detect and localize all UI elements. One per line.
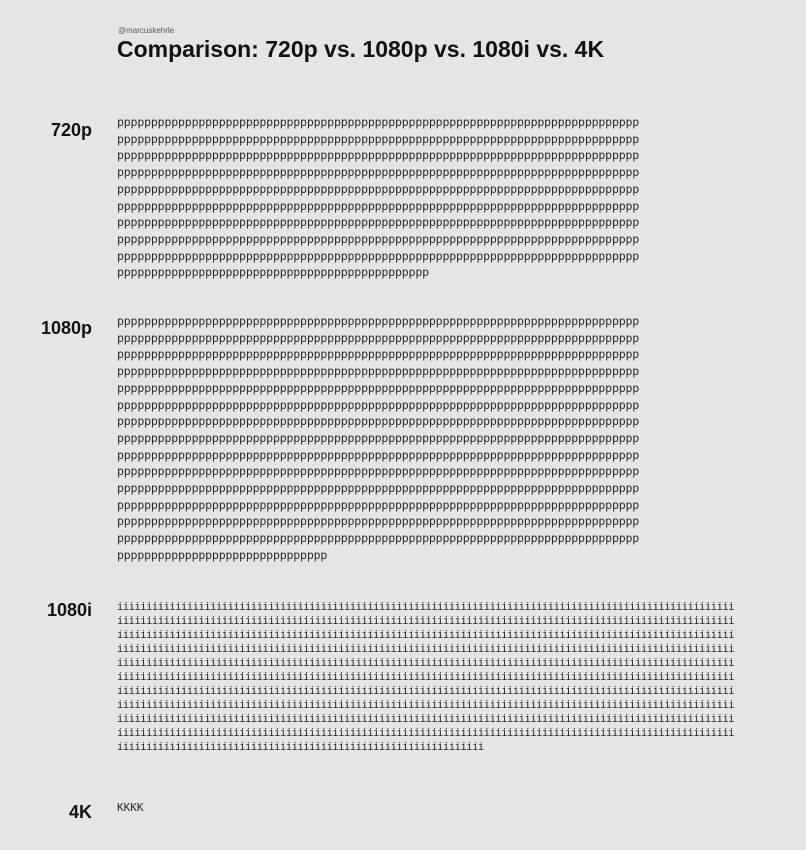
section-label-720p: 720p xyxy=(50,120,92,140)
glyph-block-720p: ppppppppppppppppppppppppppppppppppppppppppppppppppppppppppppppppppppppppppppp ppppppppppppppppppppppppppppppppppppppppppppppppppppppppppppppppppppppppppppp ppppppppppppppppppppppppppppppppppppppppppppppppppppppppppppppppppppppppppppp ppppppppppppppppppppppppppppppppppppppppppppppppppppppppppppppppppppppppppppp ppppppppppppppppppppppppppppppppppppppppppppppppppppppppppppppppppppppppppppp ppppppppppppppppppppppppppppppppppppppppppppppppppppppppppppppppppppppppppppp ppppppppppppppppppppppppppppppppppppppppppppppppppppppppppppppppppppppppppppp ppppppppppppppppppppppppppppppppppppppppppppppppppppppppppppppppppppppppppppp ppppppppppppppppppppppppppppppppppppppppppppppppppppppppppppppppppppppppppppp pppppppppppppppppppppppppppppppppppppppppppppp xyxy=(117,115,640,280)
section-label-4k: 4K xyxy=(68,802,92,822)
page-title: Comparison: 720p vs. 1080p vs. 1080i vs. 4K xyxy=(117,36,605,62)
section-label-1080i: 1080i xyxy=(46,600,92,620)
glyph-block-4k: KKKK xyxy=(117,801,144,814)
section-label-1080p: 1080p xyxy=(40,318,92,338)
glyph-block-1080p: ppppppppppppppppppppppppppppppppppppppppppppppppppppppppppppppppppppppppppppp ppppppppppppppppppppppppppppppppppppppppppppppppppppppppppppppppppppppppppppp ppppppppppppppppppppppppppppppppppppppppppppppppppppppppppppppppppppppppppppp ppppppppppppppppppppppppppppppppppppppppppppppppppppppppppppppppppppppppppppp ppppppppppppppppppppppppppppppppppppppppppppppppppppppppppppppppppppppppppppp ppppppppppppppppppppppppppppppppppppppppppppppppppppppppppppppppppppppppppppp ppppppppppppppppppppppppppppppppppppppppppppppppppppppppppppppppppppppppppppp ppppppppppppppppppppppppppppppppppppppppppppppppppppppppppppppppppppppppppppp ppppppppppppppppppppppppppppppppppppppppppppppppppppppppppppppppppppppppppppp ppppppppppppppppppppppppppppppppppppppppppppppppppppppppppppppppppppppppppppp ppppppppppppppppppppppppppppppppppppppppppppppppppppppppppppppppppppppppppppp ppppppppppppppppppppppppppppppppppppppppppppppppppppppppppppppppppppppppppppp ppppppppppppppppppppppppppppppppppppppppppppppppppppppppppppppppppppppppppppp ppppppppppppppppppppppppppppppppppppppppppppppppppppppppppppppppppppppppppppp ppppppppppppppppppppppppppppppp xyxy=(117,314,640,562)
glyph-block-1080i: iiiiiiiiiiiiiiiiiiiiiiiiiiiiiiiiiiiiiiiiiiiiiiiiiiiiiiiiiiiiiiiiiiiiiiiiiiiiiiiiiiiiiiiiiiiiiiiiiiiiiiiiii iiiiiiiiiiiiiiiiiiiiiiiiiiiiiiiiiiiiiiiiiiiiiiiiiiiiiiiiiiiiiiiiiiiiiiiiiiiiiiiiiiiiiiiiiiiiiiiiiiiiiiiiii iiiiiiiiiiiiiiiiiiiiiiiiiiiiiiiiiiiiiiiiiiiiiiiiiiiiiiiiiiiiiiiiiiiiiiiiiiiiiiiiiiiiiiiiiiiiiiiiiiiiiiiiii iiiiiiiiiiiiiiiiiiiiiiiiiiiiiiiiiiiiiiiiiiiiiiiiiiiiiiiiiiiiiiiiiiiiiiiiiiiiiiiiiiiiiiiiiiiiiiiiiiiiiiiiii iiiiiiiiiiiiiiiiiiiiiiiiiiiiiiiiiiiiiiiiiiiiiiiiiiiiiiiiiiiiiiiiiiiiiiiiiiiiiiiiiiiiiiiiiiiiiiiiiiiiiiiiii iiiiiiiiiiiiiiiiiiiiiiiiiiiiiiiiiiiiiiiiiiiiiiiiiiiiiiiiiiiiiiiiiiiiiiiiiiiiiiiiiiiiiiiiiiiiiiiiiiiiiiiiii iiiiiiiiiiiiiiiiiiiiiiiiiiiiiiiiiiiiiiiiiiiiiiiiiiiiiiiiiiiiiiiiiiiiiiiiiiiiiiiiiiiiiiiiiiiiiiiiiiiiiiiiii iiiiiiiiiiiiiiiiiiiiiiiiiiiiiiiiiiiiiiiiiiiiiiiiiiiiiiiiiiiiiiiiiiiiiiiiiiiiiiiiiiiiiiiiiiiiiiiiiiiiiiiiii iiiiiiiiiiiiiiiiiiiiiiiiiiiiiiiiiiiiiiiiiiiiiiiiiiiiiiiiiiiiiiiiiiiiiiiiiiiiiiiiiiiiiiiiiiiiiiiiiiiiiiiiii iiiiiiiiiiiiiiiiiiiiiiiiiiiiiiiiiiiiiiiiiiiiiiiiiiiiiiiiiiiiiiiiiiiiiiiiiiiiiiiiiiiiiiiiiiiiiiiiiiiiiiiiii iiiiiiiiiiiiiiiiiiiiiiiiiiiiiiiiiiiiiiiiiiiiiiiiiiiiiiiiiiiiiii xyxy=(117,601,735,753)
attribution-handle: @marcuskehrle xyxy=(118,26,175,35)
